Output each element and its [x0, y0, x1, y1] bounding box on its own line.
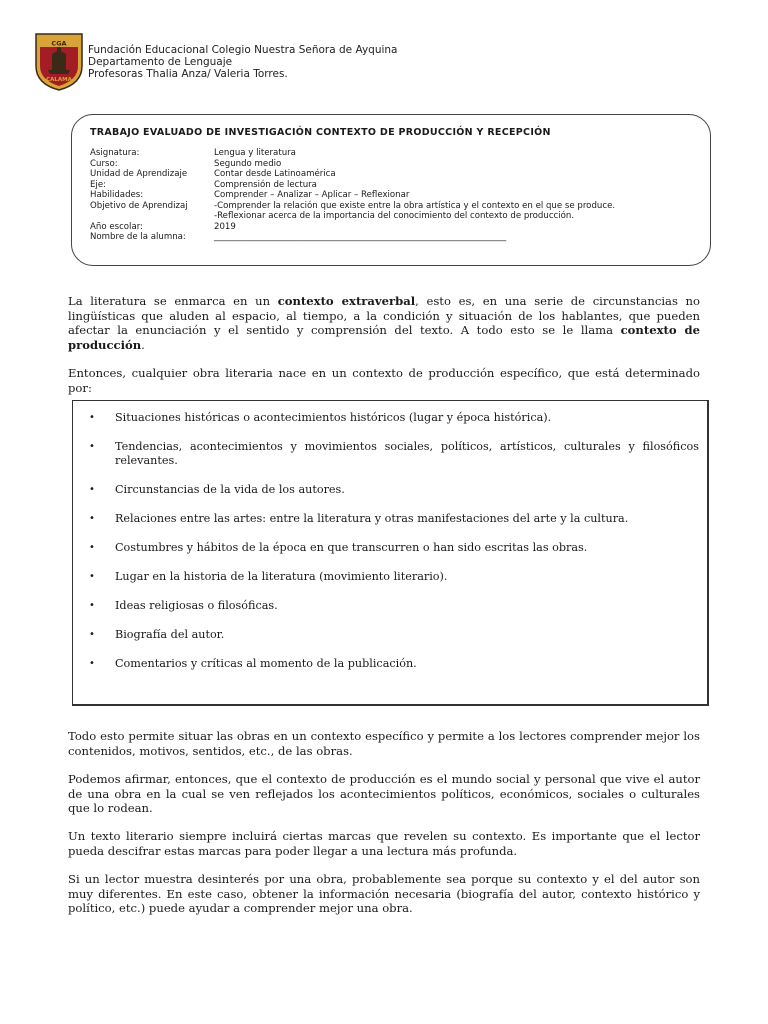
- list-item-text: Circunstancias de la vida de los autores.: [115, 483, 345, 497]
- info-value-line: 2019: [214, 221, 236, 232]
- paragraph-desinteres-lector: Si un lector muestra desinterés por una obra, probablemente sea porque su contexto y el del autor son muy diferentes. En este caso, obtener la información necesaria (biografía del autor, contexto histórico y político, etc.) puede ayudar a comprender mejor una obra.: [68, 872, 700, 916]
- info-row: [90, 222, 694, 233]
- list-item-text: Ideas religiosas o filosóficas.: [115, 599, 278, 613]
- info-label: Eje:: [90, 179, 106, 190]
- list-item: [87, 411, 699, 425]
- bullet-icon: •: [89, 484, 95, 496]
- paragraph-situar-obras: Todo esto permite situar las obras en un contexto específico y permite a los lectores comprender mejor los contenidos, motivos, sentidos, etc., de las obras.: [68, 729, 700, 758]
- assignment-info-box: [71, 114, 711, 266]
- school-name: Fundación Educacional Colegio Nuestra Señora de Ayquina: [88, 44, 398, 56]
- list-item-text: Lugar en la historia de la literatura (movimiento literario).: [115, 570, 448, 584]
- info-value-line: -Reflexionar acerca de la importancia del conocimiento del contexto de producción.: [214, 211, 575, 221]
- assignment-title: TRABAJO EVALUADO DE INVESTIGACIÓN CONTEXTO DE PRODUCCIÓN Y RECEPCIÓN: [90, 127, 551, 138]
- school-info: [88, 44, 398, 80]
- info-label: Nombre de la alumna:: [90, 232, 186, 242]
- paragraph-marcas-contexto: Un texto literario siempre incluirá ciertas marcas que revelen su contexto. Es importante que el lector pueda descifrar estas marcas para poder llegar a una lectura más profunda.: [68, 829, 700, 858]
- bullet-icon: •: [89, 600, 95, 612]
- logo-text-bottom: CALAMA: [46, 77, 72, 83]
- info-value-line: Lengua y literatura: [214, 148, 296, 158]
- list-item: [87, 512, 699, 526]
- list-item-text: Biografía del autor.: [115, 628, 225, 642]
- teachers-line: Profesoras Thalia Anza/ Valeria Torres.: [88, 68, 288, 80]
- info-value: [214, 169, 694, 180]
- info-value-line: ____________________________________________________________________: [214, 232, 507, 242]
- logo-text-top: CGA: [51, 39, 67, 48]
- info-label: Habilidades:: [90, 190, 144, 200]
- info-value-line: Comprensión de lectura: [214, 179, 317, 190]
- determinants-list: [87, 411, 699, 686]
- document-header: [33, 28, 733, 94]
- paragraph-mundo-social: Podemos afirmar, entonces, que el contexto de producción es el mundo social y personal que vive el autor de una obra en la cual se ven reflejados los acontecimientos políticos, económicos, sociales o culturales que lo rodean.: [68, 772, 700, 816]
- term-contexto-produccion: contexto de producción: [68, 323, 700, 352]
- info-value: [214, 159, 694, 170]
- list-item: [87, 628, 699, 642]
- list-item: [87, 440, 699, 468]
- info-row: [90, 190, 694, 201]
- school-crest-icon: [33, 30, 85, 92]
- info-value: [214, 222, 694, 233]
- info-row: [90, 159, 694, 170]
- info-label: Año escolar:: [90, 221, 143, 232]
- bullet-icon: •: [89, 542, 95, 554]
- info-label: Asignatura:: [90, 148, 140, 158]
- bullet-icon: •: [89, 412, 95, 423]
- list-item: [87, 657, 699, 671]
- list-item: [87, 541, 699, 555]
- info-label: Curso:: [90, 158, 118, 169]
- list-item-text: Relaciones entre las artes: entre la literatura y otras manifestaciones del arte y la cultura.: [115, 512, 629, 526]
- info-label: Objetivo de Aprendizaj: [90, 200, 188, 211]
- bullet-icon: •: [89, 571, 95, 583]
- info-row: [90, 201, 694, 222]
- intro-paragraph: La literatura se enmarca en un contexto extraverbal, esto es, en una serie de circunstancias no lingüísticas que aluden al espacio, al tiempo, a la condición y situación de los hablantes, que pueden afectar la enunciación y el sentido y comprensión del texto. A todo esto se le llama contexto de producción.: [68, 294, 700, 352]
- bullet-icon: •: [89, 658, 95, 670]
- determinants-list-box: [72, 400, 709, 706]
- list-item: [87, 599, 699, 613]
- info-value: [214, 190, 694, 201]
- assignment-details: [90, 148, 694, 243]
- info-value-line: Comprender – Analizar – Aplicar – Reflexionar: [214, 190, 410, 200]
- list-item: [87, 570, 699, 584]
- bullet-icon: •: [89, 513, 95, 525]
- bullet-icon: •: [89, 629, 95, 641]
- info-value: [214, 232, 694, 243]
- info-row: [90, 169, 694, 180]
- info-value-line: Segundo medio: [214, 158, 282, 169]
- info-value: [214, 148, 694, 159]
- list-item-text: Situaciones históricas o acontecimientos históricos (lugar y época histórica).: [115, 411, 552, 424]
- list-item: [87, 483, 699, 497]
- determinants-intro-paragraph: Entonces, cualquier obra literaria nace en un contexto de producción específico, que está determinado por:: [68, 366, 700, 395]
- list-item-text: Costumbres y hábitos de la época en que transcurren o han sido escritas las obras.: [115, 541, 588, 555]
- list-item-text: Comentarios y críticas al momento de la publicación.: [115, 657, 417, 671]
- info-row: [90, 232, 694, 243]
- list-item-text: Tendencias, acontecimientos y movimientos sociales, políticos, artísticos, culturales y filosóficos relevantes.: [115, 440, 699, 468]
- info-value-line: Contar desde Latinoamérica: [214, 169, 336, 179]
- info-value: [214, 201, 694, 222]
- info-label: Unidad de Aprendizaje: [90, 169, 188, 179]
- department-name: Departamento de Lenguaje: [88, 56, 233, 68]
- info-row: [90, 148, 694, 159]
- info-row: [90, 180, 694, 191]
- info-value: [214, 180, 694, 191]
- info-value-line: -Comprender la relación que existe entre la obra artística y el contexto en el que se produce.: [214, 200, 616, 211]
- bullet-icon: •: [89, 441, 95, 452]
- term-contexto-extraverbal: contexto extraverbal: [277, 294, 416, 308]
